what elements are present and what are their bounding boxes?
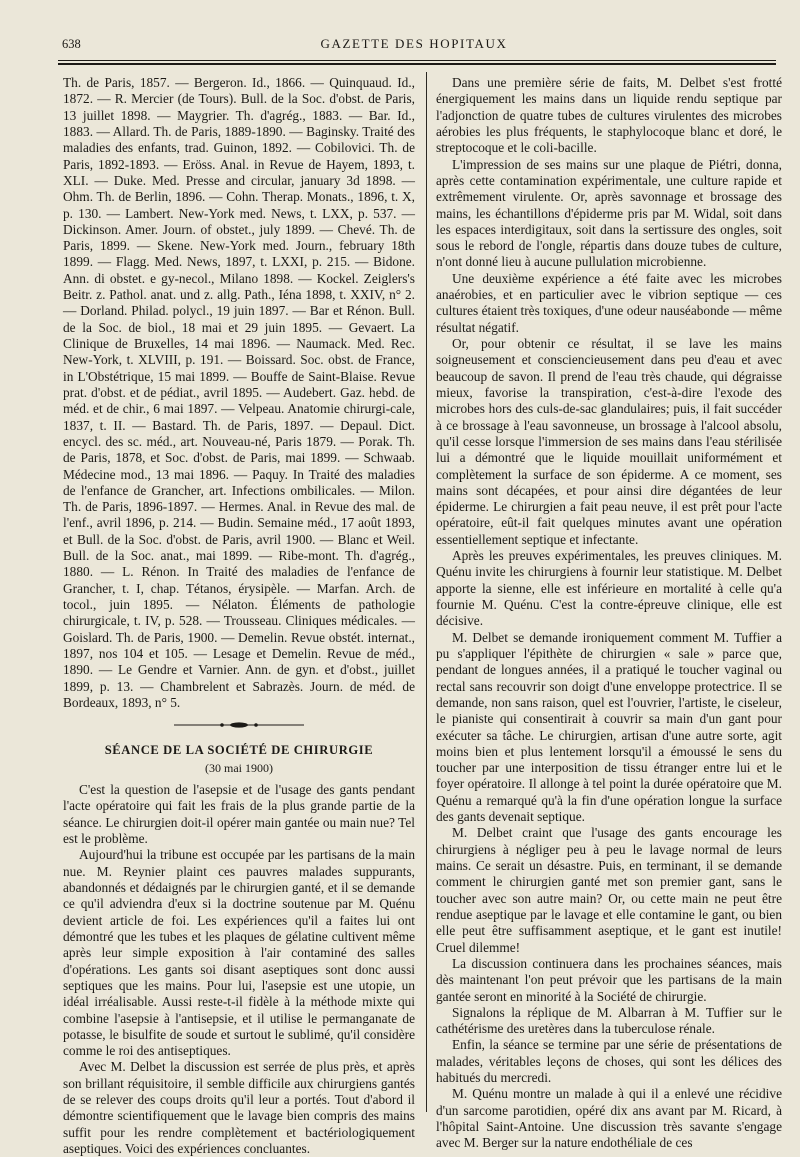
body-paragraph: C'est la question de l'asepsie et de l'usage des gants pendant l'acte opératoire qui fait les frais de la plus grande partie de la séance. Le chirurgien doit-il opérer main gantée ou main nue? Tel est le problème. bbox=[63, 782, 415, 847]
body-paragraph: Enfin, la séance se termine par une série de présentations de malades, véritables leçons de choses, qui sont les délices des habitués du mercredi. bbox=[436, 1037, 782, 1086]
header-rule-thick bbox=[58, 63, 776, 65]
body-paragraph: M. Delbet se demande ironiquement comment M. Tuffier a pu s'appliquer l'épithète de chirurgien « sale » parce que, pendant de longues années, il a pratiqué le toucher vaginal ou rectal sans recouvrir son doigt d'une enveloppe protectrice. Il se demande, non sans raison, quel est l'ouvrier, l'artiste, le ciseleur, le pianiste qui consentirait à couvrir sa main d'un gant pour exécuter sa tâche. Le chirurgien, artisan d'une autre sorte, agit moins bien et plus lentement lorsqu'il a émoussé le sens du toucher par une interposition de tissu étranger entre lui et le foyer opératoire. Il allonge à tel point la durée opératoire que M. Quénu a remarqué qu'à la fin d'une opération longue la surface des gants devenait septique. bbox=[436, 629, 782, 825]
body-paragraph: L'impression de ses mains sur une plaque de Piétri, donna, après cette contamination expérimentale, une culture rapide et extrêmement virulente. Or, après savonnage et brossage des mains, les échantillons d'épiderme pris par M. Widal, soit dans les espaces interdigitaux, soit dans la sertissure des ongles, soit sous le rebord de l'ongle, répartis dans douze tubes de culture, n'ont donné lieu à aucune pullulation microbienne. bbox=[436, 156, 782, 270]
right-column bbox=[436, 75, 782, 1152]
column-divider bbox=[426, 72, 427, 1112]
body-paragraph: La discussion continuera dans les prochaines séances, mais dès maintenant l'on peut prévoir que les partisans de la main gantée seront en minorité à la Société de chirurgie. bbox=[436, 955, 782, 1004]
body-paragraph: M. Quénu montre un malade à qui il a enlevé une récidive d'un sarcome parotidien, opéré dix ans avant par M. Ricard, à l'hôpital Saint-Antoine. Une discussion très savante s'engage avec M. Berger sur la nature endothéliale de ces bbox=[436, 1086, 782, 1151]
header-rule-thin bbox=[58, 60, 776, 61]
body-paragraph: Après les preuves expérimentales, les preuves cliniques. M. Quénu invite les chirurgiens à fournir leur statistique. M. Delbet apporte la sienne, elle est inférieure en mortalité à celle qu'a fournie M. Quénu. C'est la contre-épreuve clinique, elle est décisive. bbox=[436, 548, 782, 629]
running-header bbox=[58, 33, 770, 55]
body-paragraph: Aujourd'hui la tribune est occupée par les partisans de la main nue. M. Reynier plaint ces pauvres malades suppurants, abandonnés et dédaignés par le chirurgien ganté, et il se demande ce qu'il adviendra d'eux si la doctrine soutenue par M. Quénu devient article de foi. Les expériences qu'il a faites lui ont démontré que les tubes et les plaques de gélatine cultivent même après leur simple exposition à l'air contaminé des salles d'opérations. Les gants soi disant aseptiques sont donc aussi septiques que les mains. Pour lui, l'asepsie est une utopie, un idéal irréalisable. Aussi reste-t-il fidèle à la méthode mixte qui combine l'asepsie à l'antisepsie, et il utilise le permanganate de potasse, le bisulfite de soude et surtout le sublimé, qu'il considère comme le roi des antiseptiques. bbox=[63, 847, 415, 1059]
section-title: SÉANCE DE LA SOCIÉTÉ DE CHIRURGIE bbox=[104, 742, 374, 757]
body-paragraph: Avec M. Delbet la discussion est serrée de plus près, et après son brillant réquisitoire, il semble difficile aux chirurgiens gantés de se relever des coups droits qu'il leur a portés. Tout d'abord il démontre scientifiquement que le lavage bien compris des mains suffit pour les rendre complètement et bactériologiquement aseptiques. Voici des expériences concluantes. bbox=[63, 1059, 415, 1156]
body-paragraph: Signalons la réplique de M. Albarran à M. Tuffier sur le cathétérisme des uretères dans la tuberculose rénale. bbox=[436, 1004, 782, 1037]
journal-title: GAZETTE DES HOPITAUX bbox=[320, 36, 508, 51]
body-paragraph: Dans une première série de faits, M. Delbet s'est frotté énergiquement les mains dans un liquide rendu septique par l'adjonction de quatre tubes de cultures virulentes des microbes aérobies les plus fréquents, le staphylocoque blanc et doré, le streptocoque et le coli-bacille. bbox=[436, 75, 782, 156]
left-column bbox=[63, 75, 415, 1157]
bibliography-text: Th. de Paris, 1857. — Bergeron. Id., 1866. — Quinquaud. Id., 1872. — R. Mercier (de Tours). Bull. de la Soc. d'obst. de Paris, 13 juillet 1898. — Maygrier. Th. d'agrég., 1883. — Bar. Id., 1883. — Allard. Th. de Paris, 1889-1890. — Baginsky. Traité des maladies des enfants, trad. Guinon, 1892. — Cobilovici. Th. de Paris, 1892-1893. — Eröss. Anal. in Revue de Hayem, 1893, t. XLI. — Duke. Med. Presse and circular, january 3d 1898. — Ohm. Th. de Berlin, 1896. — Cohn. Therap. Monats., 1896, t. X, p. 130. — Lambert. New-York med. News, t. LXX, p. 537. — Dickinson. Amer. Journ. of obstet., july 1899. — Chevé. Th. de Paris, 1899. — Skene. New-York med. Journ., february 18th 1899. — Flagg. Med. News, 1897, t. LXXI, p. 215. — Bidone. Ann. di obstet. e gy-necol., Milano 1898. — Kockel. Zeiglers's Beitr. z. Pathol. anat. und z. allg. Path., Iéna 1898, t. XXIV, n° 2. — Dorland. Philad. polycl., 19 juin 1897. — Bar et Rénon. Bull. de la Soc. de biol., 18 mai et 29 juin 1895. — Gevaert. La Clinique de Bruxelles, 14 mai 1896. — Naumack. Med. Rec. New-York, t. XLVIII, p. 191. — Boissard. Soc. obst. de France, in L'Obstétrique, 15 mai 1899. — Bouffe de Saint-Blaise. Revue prat. d'obst. et de pédiat., avril 1895. — Audebert. Gaz. hebd. de méd. et de chir., 6 mai 1897. — Velpeau. Anatomie chirurgi-cale, 1837, t. II. — Bastard. Th. de Paris, 1897. — Depaul. Dict. encycl. des sc. méd., art. Nouveau-né, Paris 1879. — Porak. Th. de Paris, 1878, et Soc. d'obst. de Paris, mai 1899. — Schwaab. Médecine mod., 13 mai 1896. — Paquy. In Traité des maladies de l'enfance de Grancher, art. Infections ombilicales. — Milon. Th. de Paris, 1896-1897. — Hermes. Anal. in Revue des mal. de l'enf., avril 1896, p. 214. — Budin. Semaine méd., 17 août 1893, et Bull. de la Soc. d'obst. de Paris, avril 1900. — Blanc et Weil. Bull. de la Soc. anat., mai 1899. — Ribe-mont. Th. d'agrég., 1880. — L. Rénon. In Traité des maladies de l'enfance de Grancher, t. I, chap. Tétanos, érysipèle. — Marfan. Arch. de tocol., juin 1895. — Nélaton. Éléments de pathologie chirurgicale, t. IV, p. 528. — Trousseau. Cliniques médicales. — Goislard. Th. de Paris, 1900. — Demelin. Revue obstét. internat., 1897, nos 104 et 105. — Lesage et Demelin. Revue de méd., 1890. — Le Gendre et Varnier. Ann. de gyn. et d'obst., juillet 1899, p. 13. — Chambrelent et Sabrazès. Journ. de méd. de Bordeaux, 1893, n° 5. bbox=[63, 75, 415, 710]
page-number: 638 bbox=[62, 37, 81, 51]
section-divider-ornament bbox=[63, 717, 415, 733]
body-paragraph: Or, pour obtenir ce résultat, il se lave les mains soigneusement et consciencieusement dans peu d'eau et avec beaucoup de savon. Il prend de l'eau très chaude, qui dégraisse mieux, favorise la transpiration, c'est-à-dire l'exode des microbes hors des culs-de-sac glandulaires; puis, il fait succéder à ce brossage à l'eau savonneuse, un brossage à l'alcool absolu, qu'il cesse lorsque l'immersion de ses mains dans l'eau stérilisée lui a démontré que le liquide mouillait uniformément et complètement la surface de son épiderme. A ce moment, ses mains sont décapées, et pour ainsi dire dégantées de leur épiderme. Le chirurgien a fait peau neuve, il est prêt pour l'acte opératoire, eût-il fait quelques minutes avant une opération essentiellement septique et infectante. bbox=[436, 336, 782, 547]
body-paragraph: Une deuxième expérience a été faite avec les microbes anaérobies, et en particulier avec le vibrion septique — ces cultures étaient très toxiques, d'une odeur nauséabonde — même résultat négatif. bbox=[436, 270, 782, 335]
section-date: (30 mai 1900) bbox=[205, 760, 273, 775]
body-paragraph: M. Delbet craint que l'usage des gants encourage les chirurgiens à négliger peu à peu le lavage normal de leurs mains. Ce serait un désastre. Puis, en terminant, il se demande comment le chirurgien ganté met son premier gant, sans le toucher avec son autre main? Or, ou cette main ne peut être rendue aseptique par le lavage et elle contamine le gant, ou bien elle peut être suffisamment aseptique, et le gant est inutile! Cruel dilemme! bbox=[436, 825, 782, 955]
